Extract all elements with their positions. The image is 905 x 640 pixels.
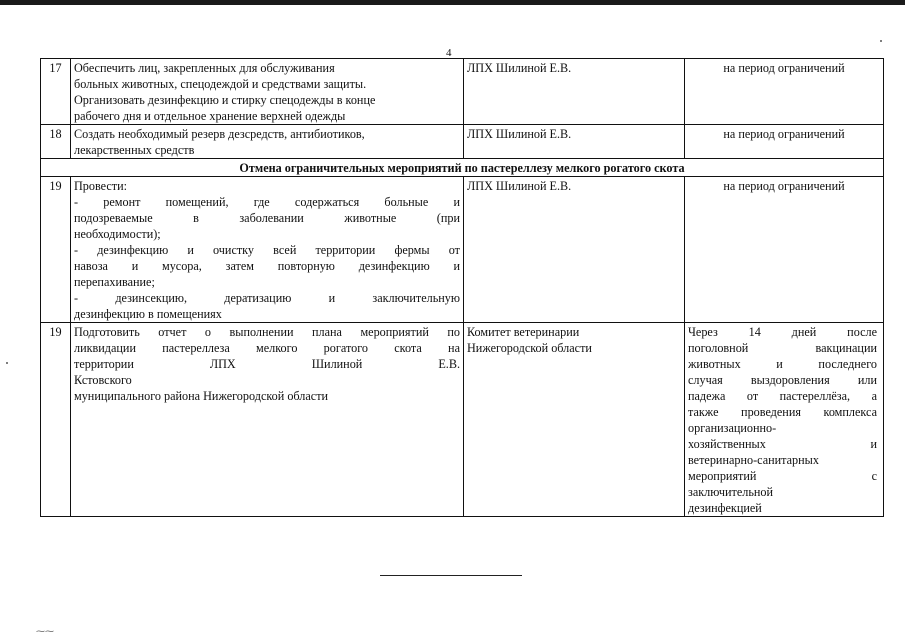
responsible-cell: ЛПХ Шилиной Е.В.: [464, 125, 685, 159]
scan-mark: ⁓⁓: [36, 626, 54, 636]
measure-line: перепахивание;: [74, 275, 155, 289]
measure-line: - дезинфекцию и очистку всей территории фермы от: [74, 243, 460, 257]
table-row: [41, 323, 884, 517]
term-line: ветеринарно-санитарных: [688, 453, 819, 467]
term-line: Через 14 дней после: [688, 325, 877, 339]
term-line: заключительной: [688, 485, 774, 499]
measure-line: ликвидации пастереллеза мелкого рогатого скота на: [74, 341, 460, 355]
term-line: хозяйственных и: [688, 437, 877, 451]
term-line: мероприятий с: [688, 469, 877, 483]
measure-line: Подготовить отчет о выполнении плана мероприятий по: [74, 325, 460, 339]
measure-line: Организовать дезинфекцию и стирку спецодежды в конце: [74, 93, 376, 107]
term-cell: на период ограничений: [685, 59, 884, 125]
measure-cell: [71, 323, 464, 517]
section-header-row: [41, 159, 884, 177]
row-number: 19: [41, 323, 71, 517]
section-title: Отмена ограничительных мероприятий по пастереллезу мелкого рогатого скота: [41, 159, 884, 177]
measure-line: необходимости);: [74, 227, 161, 241]
measure-line: больных животных, спецодеждой и средствами защиты.: [74, 77, 367, 91]
term-line: случая выздоровления или: [688, 373, 877, 387]
measure-cell: [71, 177, 464, 323]
end-of-document-rule: [380, 575, 522, 576]
page-number: 4: [446, 47, 452, 59]
measure-line: дезинфекцию в помещениях: [74, 307, 222, 321]
scan-speck: [6, 362, 8, 364]
term-line: животных и последнего: [688, 357, 877, 371]
row-number: 19: [41, 177, 71, 323]
table-row: [41, 177, 884, 323]
table-row: [41, 125, 884, 159]
term-cell: на период ограничений: [685, 125, 884, 159]
measures-table: [40, 58, 884, 517]
responsible-line: Нижегородской области: [467, 341, 592, 355]
term-cell: на период ограничений: [685, 177, 884, 323]
measure-line: лекарственных средств: [74, 143, 195, 157]
measure-line: Создать необходимый резерв дезсредств, антибиотиков,: [74, 127, 365, 141]
scan-speck: [880, 40, 882, 42]
responsible-cell: [464, 323, 685, 517]
row-number: 18: [41, 125, 71, 159]
measure-line: Провести:: [74, 179, 128, 193]
row-number: 17: [41, 59, 71, 125]
measure-line: - дезинсекцию, дератизацию и заключительную: [74, 291, 460, 305]
scan-top-border: [0, 0, 905, 5]
term-cell: [685, 323, 884, 517]
measure-line: подозреваемые в заболевании животные (при: [74, 211, 460, 225]
measure-line: территории ЛПХ Шилиной Е.В. Кстовского: [74, 357, 460, 387]
measure-cell: [71, 125, 464, 159]
term-line: дезинфекцией: [688, 501, 762, 515]
measure-line: Обеспечить лиц, закрепленных для обслуживания: [74, 61, 335, 75]
measure-line: муниципального района Нижегородской области: [74, 389, 329, 403]
term-line: также проведения комплекса: [688, 405, 877, 419]
term-line: падежа от пастереллёза, а: [688, 389, 877, 403]
measure-line: рабочего дня и отдельное хранение верхней одежды: [74, 109, 346, 123]
table-row: [41, 59, 884, 125]
responsible-cell: ЛПХ Шилиной Е.В.: [464, 59, 685, 125]
responsible-line: Комитет ветеринарии: [467, 325, 580, 339]
measure-line: навоза и мусора, затем повторную дезинфекцию и: [74, 259, 460, 273]
measure-line: - ремонт помещений, где содержаться больные и: [74, 195, 460, 209]
measure-cell: [71, 59, 464, 125]
term-line: организационно-: [688, 421, 777, 435]
responsible-cell: ЛПХ Шилиной Е.В.: [464, 177, 685, 323]
term-line: поголовной вакцинации: [688, 341, 877, 355]
